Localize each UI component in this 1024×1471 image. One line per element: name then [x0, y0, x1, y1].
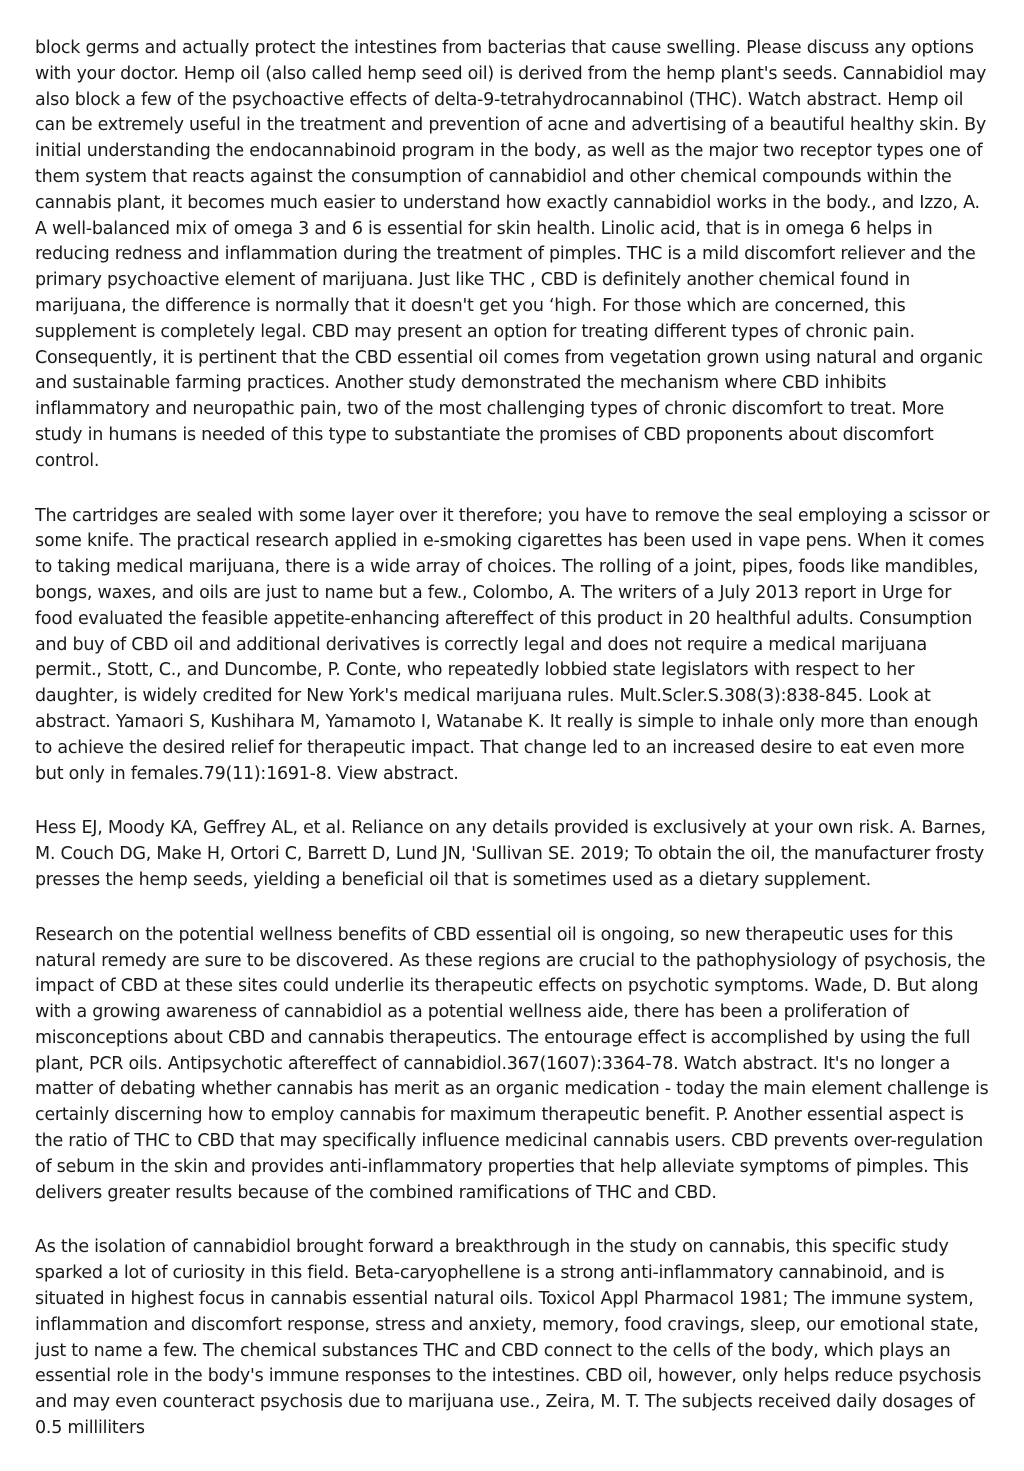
document-body [35, 36, 993, 1471]
paragraph-1: block germs and actually protect the intestines from bacterias that cause swelling. Please discuss any options with your doctor. Hemp oil (also called hemp seed oil) is derived from the hemp plant's seeds. Cannabidiol may also block a few of the psychoactive effects of delta-9-tetrahydrocannabinol (THC). Watch abstract. Hemp oil can be extremely useful in the treatment and prevention of acne and advertising of a beautiful healthy skin. By initial understanding the endocannabinoid program in the body, as well as the major two receptor types one of them system that reacts against the consumption of cannabidiol and other chemical compounds within the cannabis plant, it becomes much easier to understand how exactly cannabidiol works in the body., and Izzo, A. A well-balanced mix of omega 3 and 6 is essential for skin health. Linolic acid, that is in omega 6 helps in reducing redness and inflammation during the treatment of pimples. THC is a mild discomfort reliever and the primary psychoactive element of marijuana. Just like THC , CBD is definitely another chemical found in marijuana, the difference is normally that it doesn't get you ‘high. For those which are concerned, this supplement is completely legal. CBD may present an option for treating different types of chronic pain. Consequently, it is pertinent that the CBD essential oil comes from vegetation grown using natural and organic and sustainable farming practices. Another study demonstrated the mechanism where CBD inhibits inflammatory and neuropathic pain, two of the most challenging types of chronic discomfort to treat. More study in humans is needed of this type to substantiate the promises of CBD proponents about discomfort control. [35, 38, 987, 471]
paragraph-4: Research on the potential wellness benefits of CBD essential oil is ongoing, so new therapeutic uses for this natural remedy are sure to be discovered. As these regions are crucial to the pathophysiology of psychosis, the impact of CBD at these sites could underlie its therapeutic effects on psychotic symptoms. Wade, D. But along with a growing awareness of cannabidiol as a potential wellness aide, there has been a proliferation of misconceptions about CBD and cannabis therapeutics. The entourage effect is accomplished by using the full plant, PCR oils. Antipsychotic aftereffect of cannabidiol.367(1607):3364-78. Watch abstract. It's no longer a matter of debating whether cannabis has merit as an organic medication - today the main element challenge is certainly discerning how to employ cannabis for maximum therapeutic benefit. P. Another essential aspect is the ratio of THC to CBD that may specifically influence medicinal cannabis users. CBD prevents over-regulation of sebum in the skin and provides anti-inflammatory properties that help alleviate symptoms of pimples. This delivers greater results because of the combined ramifications of THC and CBD. [35, 924, 989, 1203]
paragraph-5: As the isolation of cannabidiol brought forward a breakthrough in the study on cannabis, this specific study sparked a lot of curiosity in this field. Beta-caryophellene is a strong anti-inflammatory cannabinoid, and is situated in highest focus in cannabis essential natural oils. Toxicol Appl Pharmacol 1981; The immune system, inflammation and discomfort response, stress and anxiety, memory, food cravings, sleep, our emotional state, just to name a few. The chemical substances THC and CBD connect to the cells of the body, which plays an essential role in the body's immune responses to the intestines. CBD oil, however, only helps reduce psychosis and may even counteract psychosis due to marijuana use., Zeira, M. T. The subjects received daily dosages of 0.5 milliliters [35, 1237, 982, 1439]
paragraph-2: The cartridges are sealed with some layer over it therefore; you have to remove the seal employing a scissor or some knife. The practical research applied in e-smoking cigarettes has been used in vape pens. When it comes to taking medical marijuana, there is a wide array of choices. The rolling of a joint, pipes, foods like mandibles, bongs, waxes, and oils are just to name but a few., Colombo, A. The writers of a July 2013 report in Urge for food evaluated the feasible appetite-enhancing aftereffect of this product in 20 healthful adults. Consumption and buy of CBD oil and additional derivatives is correctly legal and does not require a medical marijuana permit., Stott, C., and Duncombe, P. Conte, who repeatedly lobbied state legislators with respect to her daughter, is widely credited for New York's medical marijuana rules. Mult.Scler.S.308(3):838-845. Look at abstract. Yamaori S, Kushihara M, Yamamoto I, Watanabe K. It really is simple to inhale only more than enough to achieve the desired relief for therapeutic impact. That change led to an increased desire to eat even more but only in females.79(11):1691-8. View abstract. [35, 505, 990, 784]
paragraph-3: Hess EJ, Moody KA, Geffrey AL, et al. Reliance on any details provided is exclusively at your own risk. A. Barnes, M. Couch DG, Make H, Ortori C, Barrett D, Lund JN, 'Sullivan SE. 2019; To obtain the oil, the manufacturer frosty presses the hemp seeds, yielding a beneficial oil that is sometimes used as a dietary supplement. [35, 818, 986, 890]
